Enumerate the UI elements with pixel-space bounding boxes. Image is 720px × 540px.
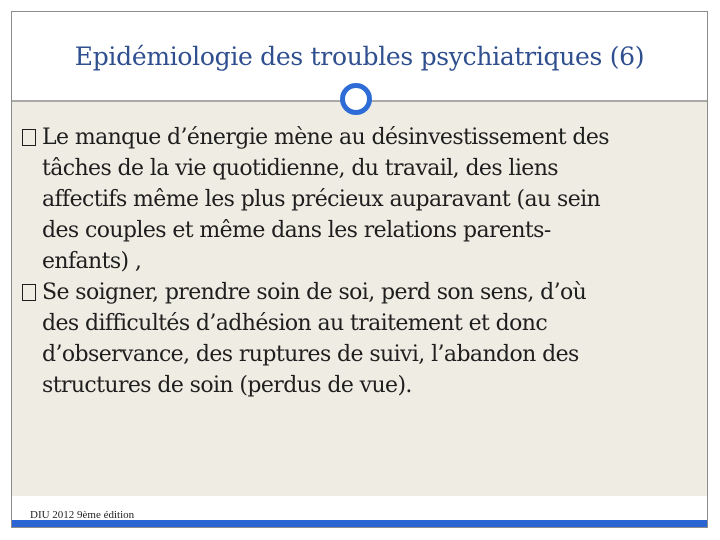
bullet-line: des couples et même dans les relations parents- (42, 218, 551, 243)
bullet-line: structures de soin (perdus de vue). (42, 373, 412, 398)
content-area (12, 102, 707, 497)
bullet-box-icon (22, 129, 36, 146)
circle-icon (340, 83, 372, 115)
bullet-box-icon (22, 284, 36, 301)
slide-title: Epidémiologie des troubles psychiatriques (6) (74, 42, 645, 71)
bullet-line: d’observance, des ruptures de suivi, l’abandon des (42, 342, 579, 367)
bullet-line: Le manque d’énergie mène au désinvestissement des (42, 125, 609, 150)
bullet-item-2 (22, 277, 692, 401)
bullet-line: Se soigner, prendre soin de soi, perd son sens, d’où (42, 280, 587, 305)
bullet-line: affectifs même les plus précieux auparavant (au sein (42, 187, 601, 212)
footer-text: DIU 2012 9ème édition (30, 509, 135, 521)
bullet-line: des difficultés d’adhésion au traitement et donc (42, 311, 548, 336)
bullet-item-1 (22, 122, 692, 277)
footer-accent-bar (12, 520, 707, 527)
bullet-line: tâches de la vie quotidienne, du travail, des liens (42, 156, 558, 181)
bullet-list (22, 122, 692, 401)
bullet-line: enfants) , (42, 249, 142, 274)
footer (12, 496, 707, 527)
slide (11, 11, 708, 528)
